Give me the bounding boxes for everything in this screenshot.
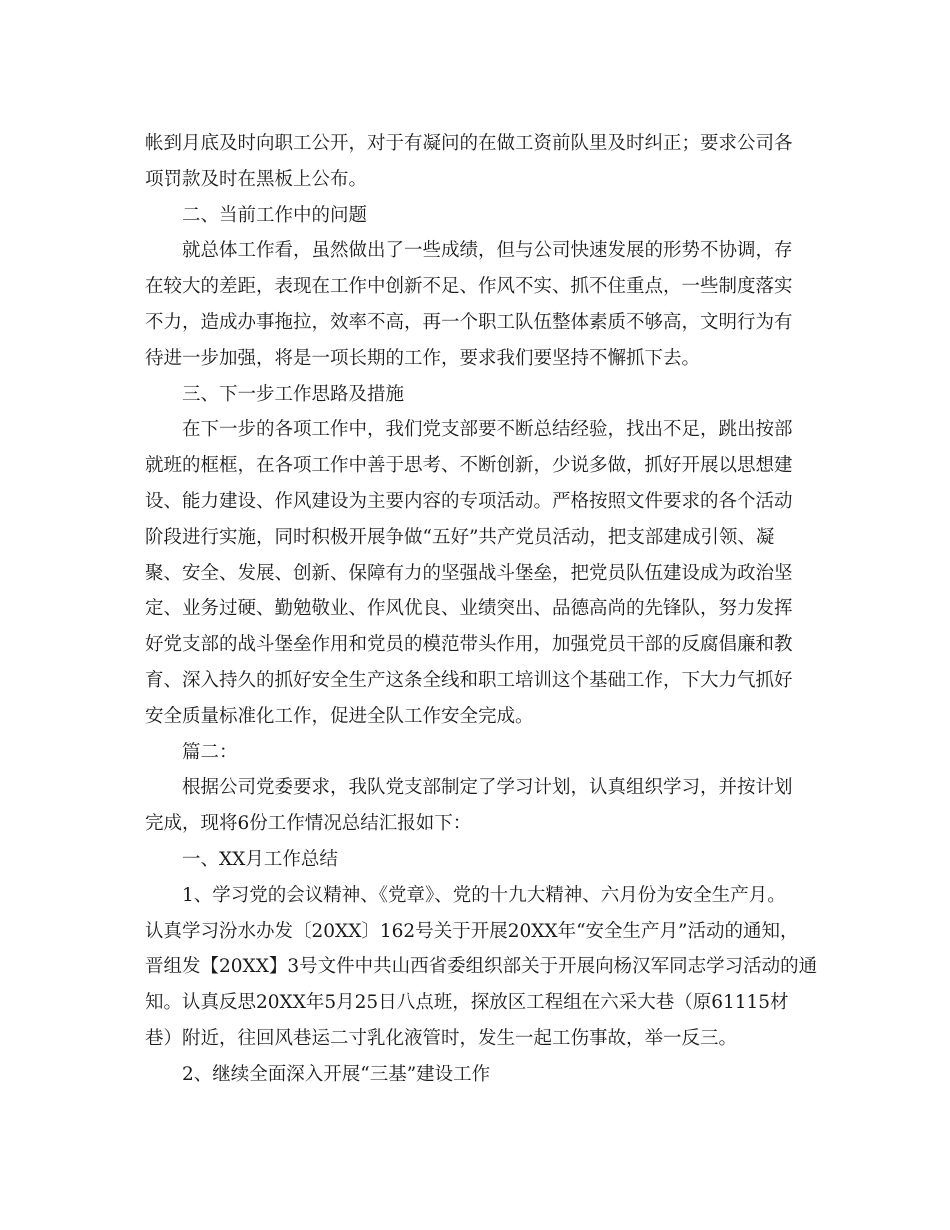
paragraph-line: 在较大的差距，表现在工作中创新不足、作风不实、抓不住重点，一些制度落实	[145, 276, 793, 298]
paragraph-line: 不力，造成办事拖拉，效率不高，再一个职工队伍整体素质不够高，文明行为有	[145, 311, 793, 333]
paragraph-line: 育、深入持久的抓好安全生产这条全线和职工培训这个基础工作，下大力气抓好	[145, 669, 793, 691]
paragraph-line: 设、能力建设、作风建设为主要内容的专项活动。严格按照文件要求的各个活动	[145, 490, 793, 512]
section-heading-part-two: 篇二：	[182, 741, 238, 763]
document-body	[145, 126, 818, 1093]
paragraph-line: 安全质量标准化工作，促进全队工作安全完成。	[145, 705, 534, 727]
paragraph-line: 聚、安全、发展、创新、保障有力的坚强战斗堡垒，把党员队伍建设成为政治坚	[145, 562, 793, 584]
paragraph-line: 根据公司党委要求，我队党支部制定了学习计划，认真组织学习，并按计划	[182, 777, 793, 799]
paragraph-line: 在下一步的各项工作中，我们党支部要不断总结经验，找出不足，跳出按部	[182, 419, 793, 441]
paragraph-line: 待进一步加强，将是一项长期的工作，要求我们要坚持不懈抓下去。	[145, 347, 701, 369]
paragraph-line: 项罚款及时在黑板上公布。	[145, 168, 368, 190]
paragraph-line: 完成，现将6份工作情况总结汇报如下：	[145, 813, 472, 835]
paragraph-line: 就总体工作看，虽然做出了一些成绩，但与公司快速发展的形势不协调，存	[182, 240, 793, 262]
paragraph-line: 定、业务过硬、勤勉敬业、作风优良、业绩突出、品德高尚的先锋队，努力发挥	[145, 598, 793, 620]
paragraph-line: 知。认真反思20XX年5月25日八点班，探放区工程组在六采大巷（原61115材	[145, 992, 789, 1014]
paragraph-line: 巷）附近，往回风巷运二寸乳化液管时，发生一起工伤事故，举一反三。	[145, 1027, 738, 1049]
paragraph-line: 帐到月底及时向职工公开，对于有凝问的在做工资前队里及时纠正；要求公司各	[145, 133, 793, 154]
paragraph-line: 1、学习党的会议精神、《党章》、党的十九大精神、六月份为安全生产月。	[182, 884, 786, 906]
paragraph-line: 2、继续全面深入开展“三基”建设工作	[182, 1063, 491, 1085]
paragraph-line: 好党支部的战斗堡垒作用和党员的模范带头作用，加强党员干部的反腐倡廉和教	[145, 634, 793, 656]
paragraph-line: 就班的框框，在各项工作中善于思考、不断创新，少说多做，抓好开展以思想建	[145, 455, 793, 477]
section-heading-monthly-summary: 一、XX月工作总结	[182, 848, 338, 870]
paragraph-line: 晋组发【20XX】3号文件中共山西省委组织部关于开展向杨汉军同志学习活动的通	[145, 956, 818, 978]
section-heading-problems: 二、当前工作中的问题	[182, 204, 368, 226]
section-heading-next-steps: 三、下一步工作思路及措施	[182, 383, 405, 405]
paragraph-line: 认真学习汾水办发〔20XX〕162号关于开展20XX年“安全生产月”活动的通知，	[145, 920, 799, 942]
paragraph-line: 阶段进行实施，同时积极开展争做“五好”共产党员活动，把支部建成引领、凝	[145, 526, 775, 548]
